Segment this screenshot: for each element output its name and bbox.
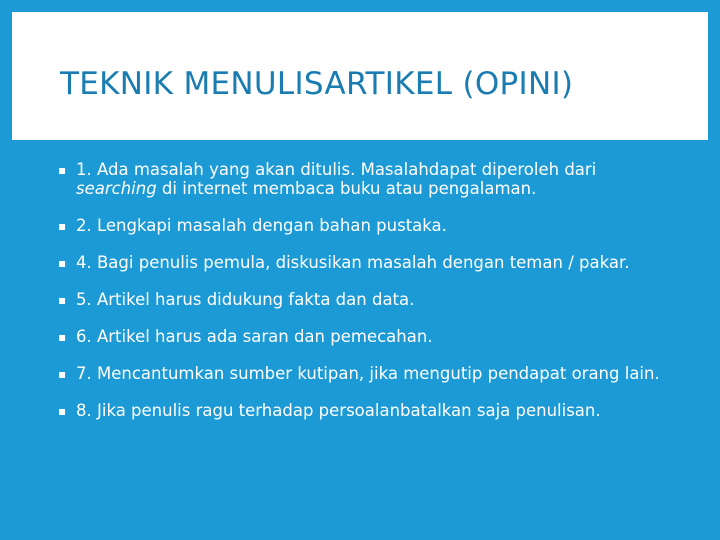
bullet-text: 8. Jika penulis ragu terhadap persoalanbatalkan saja penulisan. [76, 401, 601, 420]
bullet-icon: ▪ [58, 293, 67, 307]
bullet-icon: ▪ [58, 367, 67, 381]
bullet-icon: ▪ [58, 163, 67, 177]
bullet-text: 4. Bagi penulis pemula, diskusikan masalah dengan teman / pakar. [76, 253, 630, 272]
bullet-item [58, 253, 678, 272]
bullet-text: 2. Lengkapi masalah dengan bahan pustaka. [76, 216, 447, 235]
bullet-item [58, 401, 678, 420]
bullet-icon: ▪ [58, 219, 67, 233]
bullet-item [58, 216, 678, 235]
bullet-text: 1. Ada masalah yang akan ditulis. Masalahdapat diperoleh dari searching di internet membaca buku atau pengalaman. [76, 160, 597, 198]
bullet-text: 5. Artikel harus didukung fakta dan data. [76, 290, 415, 309]
bullet-item [58, 327, 678, 346]
bullet-icon: ▪ [58, 330, 67, 344]
bullet-icon: ▪ [58, 256, 67, 270]
bullet-item [58, 290, 678, 309]
emphasis-text: searching [76, 179, 157, 198]
slide-title: TEKNIK MENULISARTIKEL (OPINI) [60, 66, 574, 102]
bullet-icon: ▪ [58, 404, 67, 418]
bullet-text: 6. Artikel harus ada saran dan pemecahan. [76, 327, 433, 346]
bullet-item [58, 364, 678, 383]
bullet-text: 7. Mencantumkan sumber kutipan, jika mengutip pendapat orang lain. [76, 364, 660, 383]
title-box [12, 12, 708, 140]
bullet-list [58, 160, 678, 438]
bullet-item [58, 160, 678, 198]
